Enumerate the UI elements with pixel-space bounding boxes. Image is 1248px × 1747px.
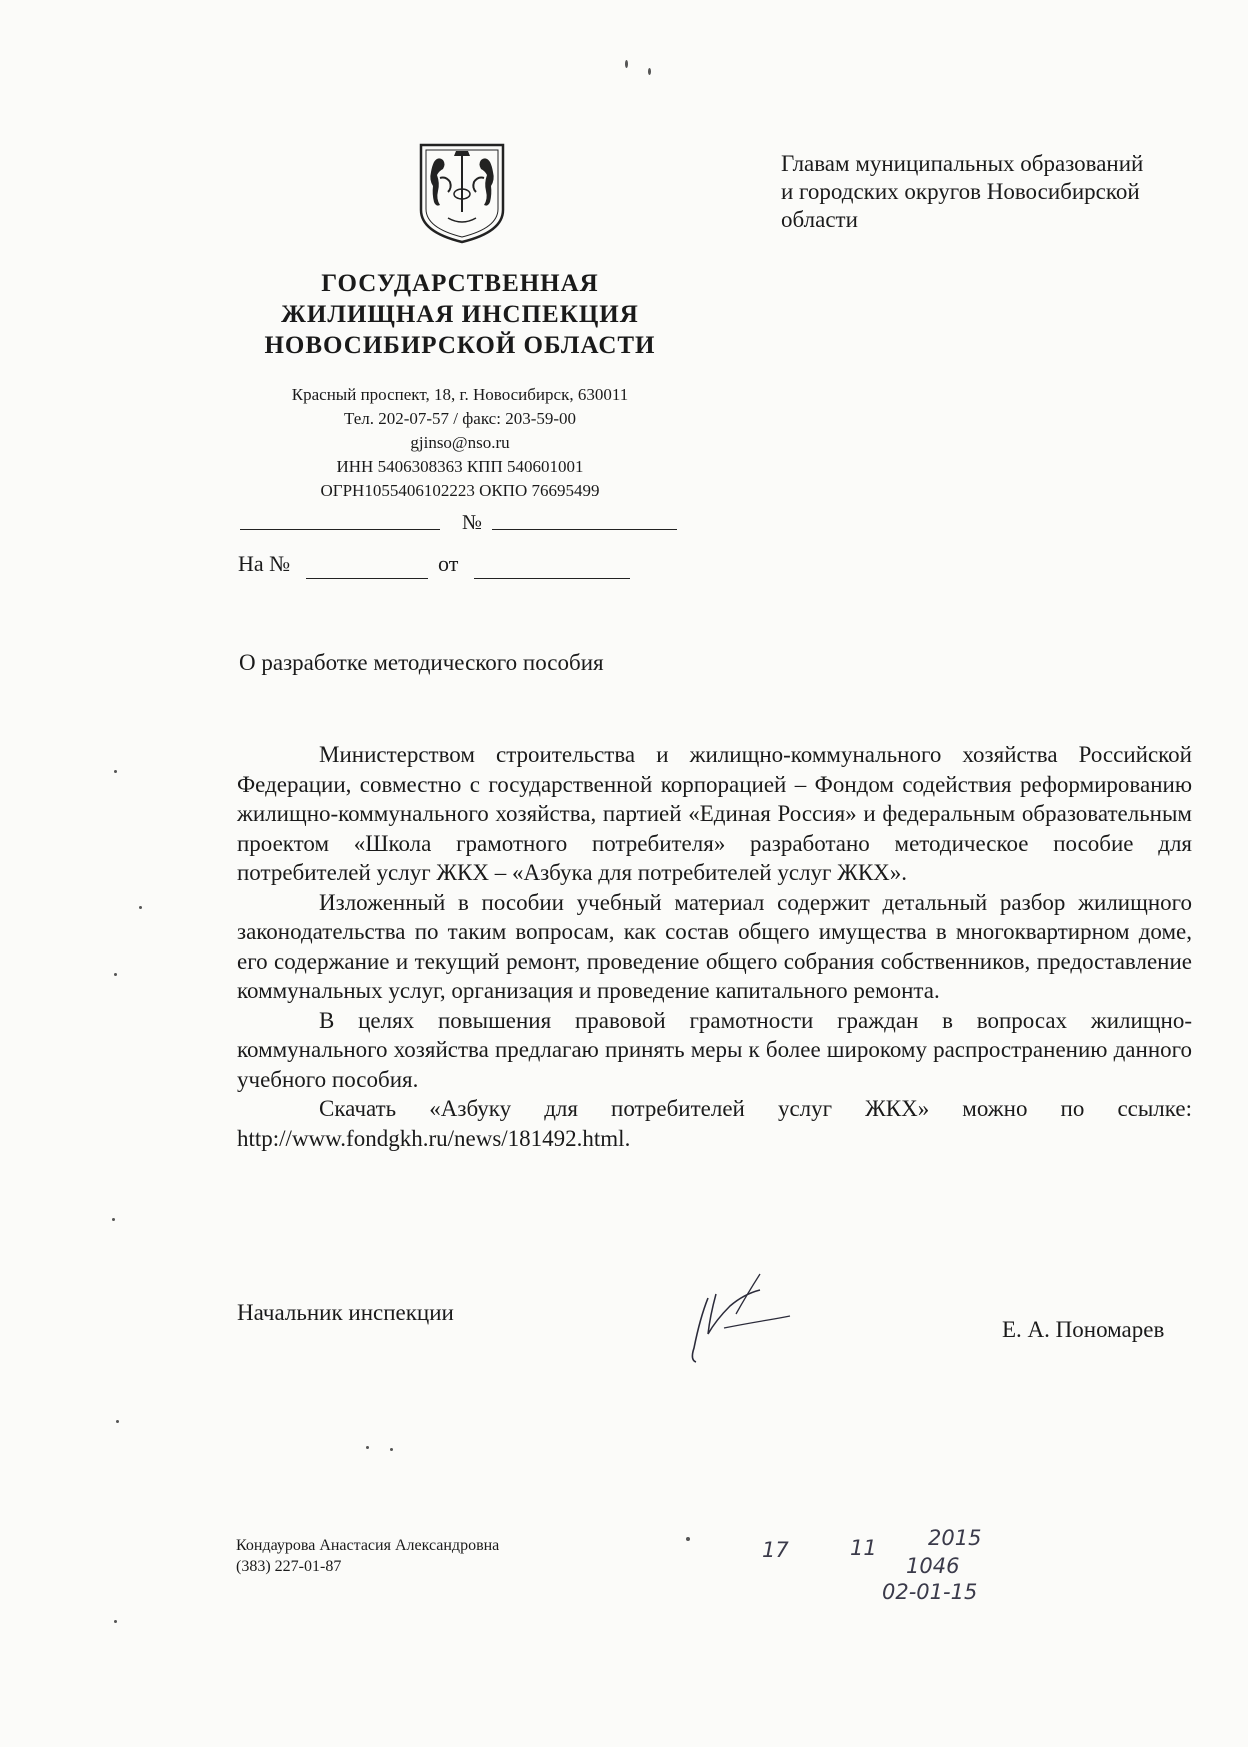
organization-contacts bbox=[230, 383, 690, 503]
executor-block bbox=[236, 1535, 499, 1577]
address-text: Красный проспект, 18, г. Новосибирск, 630011 bbox=[291, 385, 629, 404]
body-paragraph: Изложенный в пособии учебный материал содержит детальный разбор жилищного законодательства по таким вопросам, как состав общего имущества в многоквартирном доме, его содержание и текущий ремонт, проведение общего собрания собственников, предоставление коммунальных услуг, организация и проведение капитального ремонта. bbox=[237, 889, 1192, 1003]
addressee-line: области bbox=[781, 207, 858, 232]
letter-subject: О разработке методического пособия bbox=[239, 650, 604, 675]
executor-phone: (383) 227-01-87 bbox=[236, 1558, 342, 1575]
outgoing-number-line bbox=[240, 510, 680, 534]
number-sign: № bbox=[462, 510, 483, 534]
addressee-line: Главам муниципальных образований bbox=[781, 151, 1144, 176]
handwritten-day: 17 bbox=[762, 1538, 789, 1562]
body-paragraph: Скачать «Азбуку для потребителей услуг ЖКХ» можно по ссылке: http://www.fondgkh.ru/news/181492.html. bbox=[237, 1096, 1192, 1151]
scan-speck bbox=[625, 60, 628, 68]
ogrn-okpo-text: ОГРН1055406102223 ОКПО 76695499 bbox=[320, 481, 600, 500]
addressee-line: и городских округов Новосибирской bbox=[781, 179, 1140, 204]
scan-speck bbox=[648, 68, 651, 75]
scan-speck bbox=[114, 1620, 117, 1623]
signatory-name: Е. А. Пономарев bbox=[1002, 1317, 1165, 1342]
date-blank bbox=[240, 529, 440, 530]
reference-date-blank bbox=[474, 578, 630, 579]
org-name-line: ЖИЛИЩНАЯ ИНСПЕКЦИЯ bbox=[281, 301, 639, 328]
reference-date-label: от bbox=[438, 551, 459, 576]
scan-speck bbox=[114, 770, 117, 773]
phone-fax-text: Тел. 202-07-57 / факс: 203-59-00 bbox=[343, 409, 577, 428]
reference-number-label: На № bbox=[238, 551, 291, 576]
signatory-title: Начальник инспекции bbox=[237, 1300, 454, 1325]
handwritten-signature bbox=[676, 1258, 816, 1368]
scan-speck bbox=[686, 1537, 690, 1541]
body-paragraph: В целях повышения правовой грамотности граждан в вопросах жилищно-коммунального хозяйства предлагаю принять меры к более широкому распространению данного учебного пособия. bbox=[237, 1007, 1192, 1092]
scan-speck bbox=[112, 1218, 115, 1221]
org-name-line: ГОСУДАРСТВЕННАЯ bbox=[321, 270, 599, 297]
handwritten-code: 02-01-15 bbox=[882, 1580, 978, 1604]
handwritten-month: 11 bbox=[850, 1536, 877, 1560]
reference-number-blank bbox=[306, 578, 428, 579]
number-blank bbox=[492, 529, 677, 530]
org-name-line: НОВОСИБИРСКОЙ ОБЛАСТИ bbox=[264, 332, 656, 359]
scan-speck bbox=[366, 1446, 369, 1449]
email-text: gjinso@nso.ru bbox=[410, 433, 510, 452]
scan-speck bbox=[390, 1448, 393, 1451]
reference-line bbox=[238, 551, 678, 581]
body-paragraph: Министерством строительства и жилищно-коммунального хозяйства Российской Федерации, совместно с государственной корпорацией – Фондом содействия реформированию жилищно-коммунального хозяйства, партией «Единая Россия» и федеральным образовательным проектом «Школа грамотного потребителя» разработано методическое пособие для потребителей услуг ЖКХ – «Азбука для потребителей услуг ЖКХ». bbox=[237, 742, 1192, 885]
executor-name: Кондаурова Анастасия Александровна bbox=[236, 1537, 500, 1554]
addressee-block bbox=[781, 150, 1221, 234]
handwritten-number: 1046 bbox=[906, 1554, 960, 1578]
coat-of-arms-icon bbox=[418, 142, 506, 244]
organization-name bbox=[220, 268, 700, 361]
scan-speck bbox=[139, 906, 142, 909]
scan-speck bbox=[116, 1420, 119, 1423]
letter-body bbox=[237, 740, 1192, 1153]
scan-speck bbox=[114, 973, 117, 976]
handwritten-year: 2015 bbox=[928, 1526, 982, 1550]
inn-kpp-text: ИНН 5406308363 КПП 540601001 bbox=[336, 457, 584, 476]
